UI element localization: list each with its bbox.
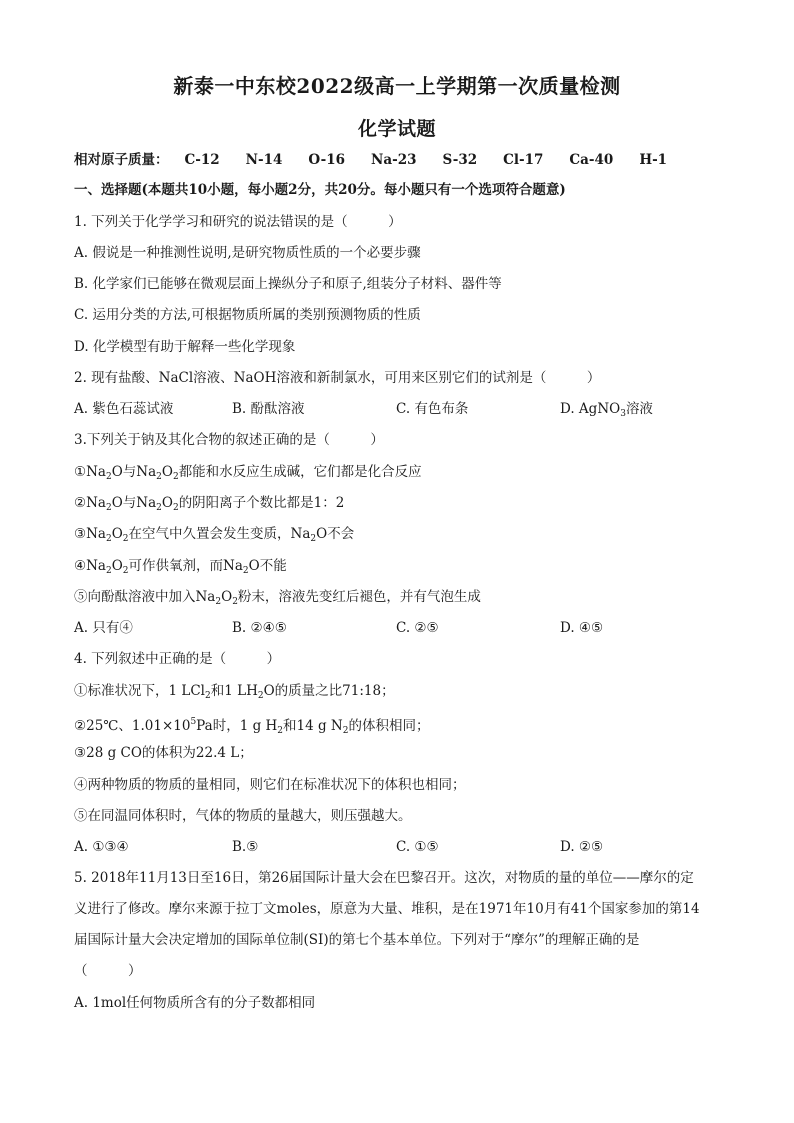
question-1-option-d: D. 化学模型有助于解释一些化学现象 (74, 339, 296, 355)
atomic-mass-item: N-14 (245, 152, 283, 168)
question-2-stem: 2. 现有盐酸、NaCl溶液、NaOH溶液和新制氯水，可用来区别它们的试剂是（ ） (74, 370, 601, 386)
question-4-option-d: D. ②⑤ (560, 839, 604, 855)
atomic-mass-line (74, 150, 734, 170)
question-2-option-b: B. 酚酞溶液 (232, 401, 305, 417)
exam-title: 新泰一中东校2022级高一上学期第一次质量检测 (173, 74, 621, 98)
question-4-option-c: C. ①⑤ (396, 839, 439, 855)
question-3-statement-3: $③Na_2O_2$在空气中久置会发生变质，$Na_2O$不会 (74, 526, 355, 544)
section-heading: 一、选择题(本题共10小题，每小题2分，共20分。每小题只有一个选项符合题意) (74, 182, 566, 198)
question-4-option-a: A. ①③④ (74, 839, 129, 855)
atomic-mass-label: 相对原子质量： (74, 152, 169, 168)
question-3-statement-2: $②Na_2O$与$Na_2O_2$的阴阳离子个数比都是1：2 (74, 495, 345, 513)
question-2-option-a: A. 紫色石蕊试液 (74, 401, 174, 417)
question-5-line-4: （ ） (74, 963, 142, 979)
question-3-option-a: A. 只有④ (74, 620, 133, 636)
question-3-statement-4: $④Na_2O_2$可作供氧剂，而$Na_2O$不能 (74, 558, 287, 576)
question-1-option-b: B. 化学家们已能够在微观层面上操纵分子和原子,组装分子材料、器件等 (74, 276, 502, 292)
question-5-line-1: 5. 2018年11月13日至16日，第26届国际计量大会在巴黎召开。这次，对物质的量的单位——摩尔的定 (74, 870, 694, 886)
question-3-option-d: D. ④⑤ (560, 620, 604, 636)
question-2-option-c: C. 有色布条 (396, 401, 469, 417)
question-4-stem: 4. 下列叙述中正确的是（ ） (74, 651, 281, 667)
question-3-option-c: C. ②⑤ (396, 620, 439, 636)
question-2-options (74, 399, 734, 419)
atomic-mass-item: O-16 (308, 152, 346, 168)
exam-subject: 化学试题 (357, 118, 436, 140)
question-4-statement-5: ⑤在同温同体积时，气体的物质的量越大，则压强越大。 (74, 808, 412, 824)
question-3-stem: 3.下列关于钠及其化合物的叙述正确的是（ ） (74, 432, 384, 448)
question-3-statement-1: $①Na_2O$与$Na_2O_2$都能和水反应生成碱，它们都是化合反应 (74, 464, 422, 482)
question-5-option-a: A. 1mol任何物质所含有的分子数都相同 (74, 995, 316, 1011)
question-1-option-a: A. 假说是一种推测性说明,是研究物质性质的一个必要步骤 (74, 245, 421, 261)
question-3-option-b: B. ②④⑤ (232, 620, 287, 636)
question-1-stem: 1. 下列关于化学学习和研究的说法错误的是（ ） (74, 214, 402, 230)
question-5-line-3: 届国际计量大会决定增加的国际单位制(SI)的第七个基本单位。下列对于“摩尔”的理解正确的是 (74, 932, 640, 948)
question-4-options (74, 837, 734, 857)
question-4-statement-1: ①标准状况下，1 LCl$_2$和1 $LH_2O$的质量之比71:18； (74, 683, 395, 701)
atomic-mass-item: Na-23 (371, 152, 417, 168)
question-1-option-c: C. 运用分类的方法,可根据物质所属的类别预测物质的性质 (74, 307, 421, 323)
question-3-options (74, 618, 734, 638)
atomic-mass-item: H-1 (639, 152, 668, 168)
question-5-line-2: 义进行了修改。摩尔来源于拉丁文moles，原意为大量、堆积，是在1971年10月有41个国家参加的第14 (74, 901, 700, 917)
question-4-option-b: B.⑤ (232, 839, 259, 855)
question-3-statement-5: ⑤向酚酞溶液中加入$Na_2O_2$粉末，溶液先变红后褪色，并有气泡生成 (74, 589, 481, 607)
question-4-statement-2: ②25℃、$1.01\times 10^5Pa$时，1 g $H_2$和14 g $N_2$的体积相同； (74, 717, 430, 736)
question-4-statement-4: ④两种物质的物质的量相同，则它们在标准状况下的体积也相同； (74, 777, 466, 793)
atomic-mass-item: Cl-17 (503, 152, 544, 168)
question-4-statement-3: ③28 g CO的体积为22.4 L； (74, 745, 253, 761)
atomic-mass-item: Ca-40 (569, 152, 614, 168)
atomic-mass-item: S-32 (442, 152, 478, 168)
atomic-mass-item: C-12 (184, 152, 220, 168)
question-2-option-d: D. AgNO$_3$溶液 (560, 401, 653, 419)
